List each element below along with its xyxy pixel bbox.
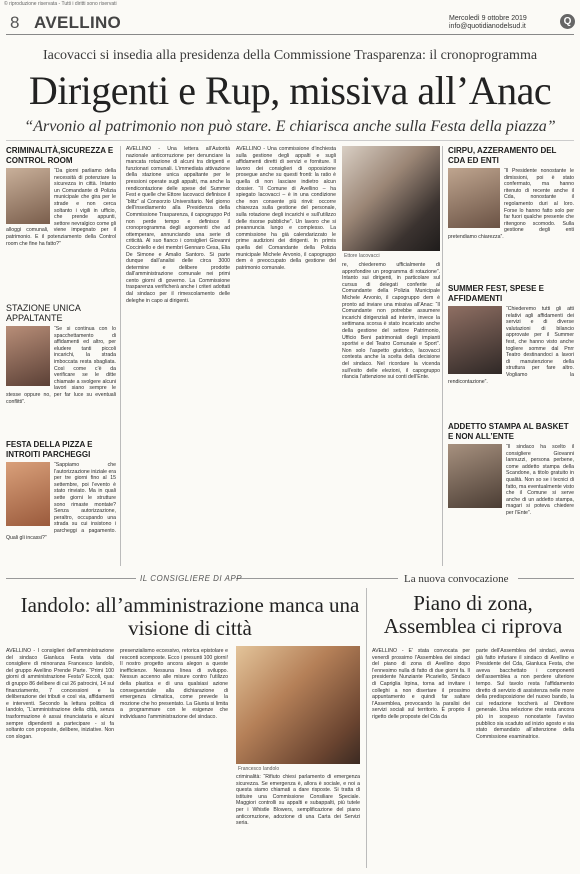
column-divider (120, 146, 121, 566)
article-col-3: re, chiederemo ufficialmente di approfondire un programma di rotazione”. Intanto sui dirigenti, in particolare sul cursus di delegati conferite al Comandante della Polizia Municipale Michele Arvonio, il capogruppo dem è pronto ad inviare una missiva all’Anac: “Il Comandante non potrebbe assumere incarichi dirigenziali ad interim, invece la settimana scorsa è stato incaricato anche della gestione del settore Patrimonio, Ufficio Beni patrimoniali degli impianti sportivi e del Teatro Comunale e Sport”. Non solo l’aspetto giuridico, Iacovacci contesta anche la scelta della decisione del sindaco. Nel ricordare la vicenda sull’esito delle elezioni, il capogruppo rilancia l’attenzione sui conti dell’Ente. (342, 262, 440, 381)
iandolo-photo (236, 646, 360, 764)
piano-col-1: AVELLINO - E’ stata convocata per venerdì prossimo l’Assemblea dei sindaci del piano di zona di Avellino dopo l’ennesimo nulla di fatto di due giorni fa. Il presidente Nunziante Picariello, Sindaco di Capriglia Irpina, torna ad invitare i colleghi a non disertare il prossimo appuntamento e quindi far saltare l’Assemblea, provocando la paralisi dei servizi sociali sul territorio. È proprio il rigetto delle proposte del Cda da (372, 648, 470, 720)
box-addetto-body (448, 444, 574, 542)
lead-kicker: Iacovacci si insedia alla presidenza della Commissione Trasparenza: il cronoprogramma (42, 48, 538, 63)
article-photo (448, 168, 500, 228)
article-photo (448, 444, 502, 508)
box-title-criminalita: CRIMINALITÀ,SICUREZZA E CONTROL ROOM (6, 146, 114, 165)
article-photo (448, 306, 502, 374)
box-title-summer: SUMMER FEST, SPESE E AFFIDAMENTI (448, 284, 545, 303)
newspaper-logo-icon: Q (560, 14, 575, 29)
box-text-summer: “Chiederemo tutti gli atti relativi agli affidamenti dei servizi e di diverse valutazioni di bilancio approvate per il Summer fest, che hanno visto anche togliere somme dal Pnrr Teatro destinandoci a lavori di manutenzione della struttura per fare altro. Vogliamo la rendicontazione”. (448, 306, 574, 385)
issue-date: Mercoledì 9 ottobre 2019 (449, 15, 527, 22)
iandolo-col-2: presenzialismo eccessivo, retorica epistolare e resconti scomposte. Ecco i presunti 100 giorni! Il nostro progetto ancora alegon a queste inefficienze. Nessuna linea di sviluppo. Nessun accenno alle misure contro l’utilizzo della plastica e di una qualsiasi azione conseguenziale alla dichiarazione di emergenza climatica, come prevede la mozione che ho presentato. La Giunta si limita a programmare con le esigenze che individuano l’amministrazione del sindaco. (120, 648, 228, 720)
right-sidebar (448, 146, 574, 542)
column-divider (366, 588, 367, 868)
article-col-2: AVELLINO - Una commissione d’inchiesta sulla gestione degli appalti e sugli affidamenti diretti di servizi e forniture. Il lavoro dei consiglieri di opposizione prosegue anche su questi fronti: la ratio è quella di non lasciare indietro alcun dossier. “Il Comune di Avellino – ha spiegato Iacovacci – è in una condizione che non consente più rinvii: occorre chiarezza sulla gestione del personale, sulla rotazione degli incarichi e sull’utilizzo delle risorse pubbliche”. Un lavoro che si preannuncia lungo e complesso. La commissione ha già calendarizzato le prime audizioni dei dirigenti. In primis quella del Comandante della Polizia municipale Michele Arvonio, il capogruppo dem è preoccupato della gestione del patrimonio comunale. (236, 146, 336, 271)
box-title-addetto: ADDETTO STAMPA AL BASKET E NON ALL’ENTE (448, 422, 569, 441)
page-number: 8 (10, 13, 20, 32)
box-summer-body (448, 306, 574, 416)
box-title-festa: FESTA DELLA PIZZA E INTROITI PARCHEGGI (6, 440, 93, 459)
lead-subheadline: “Arvonio al patrimonio non può stare. E chiarisca anche sulla Festa della piazza” (24, 118, 556, 135)
box-title-cirpu: CIRPU, AZZERAMENTO DEL CDA ED ENTI (448, 146, 557, 165)
right-kicker: La nuova convocazione (404, 573, 509, 585)
section-title: AVELLINO (34, 13, 122, 32)
lead-photo-caption: Ettore Iacovacci (344, 253, 380, 259)
iandolo-col-1: AVELLINO - I consiglieri dell’amministrazione del sindaco Gianluca Festa vista dal consigliere di minoranza Francesco Iandolo, del gruppo Avellino Prende Parte. “Primi 100 giorni di amministrazione Festa? Eccoli, qua: di gruppo 86 delibere di cui 26 patrocini, 14 sul finanziamento, 7 concessioni e la deliberazione dei tributi e così via, affidamenti e interventi. Secondo la lettura politica di Iandolo, “L’amministrazione della città, senza trasformazione è assai rinunciataria e alcuni sempre dipendenti a partecipare - si fa soltanto con proposte, delibere, iniziative. Non con slogan. (6, 648, 114, 740)
box-text-criminalita: “Da giorni parliamo della necessità di potenziare la sicurezza in città. Intanto un Comandante di Polizia municipale che gira per le strade e non cerca soltanto i vigili in ufficio, che prende appunti, settore nevralgico come gli alloggi comunali, viene impegnato per il patrimonio. E il potenziamento della Control room che fine ha fatto?” (6, 168, 116, 247)
box-criminalita-body (6, 168, 116, 298)
box-cirpu-body (448, 168, 574, 276)
box-stazione-body (6, 326, 116, 434)
header-rule (6, 34, 574, 35)
article-col-1: AVELLINO - Una lettera all’Autorità nazionale anticorruzione per denunciare la mancata rotazione di alcuni tra dirigenti e funzionari comunali. L’immediata attivazione della stazione unica appaltante per le pressioni operate sugli appalti, ma anche la rendicontazione delle spese del Summer Fest e quelle che Ettore Iacovacci definisce il “blitz” al Consorzio Universitario. Nel giorno dell’insediamento alla Presidenza della Commissione Trasparenza, il capogruppo Pd non perde tempo e definisce il cronoprogramma degli argomenti che ad ottemperare, annunciando una serie di criticità. Al suo fianco i consiglieri Giovanni Cocciniello e dei membri Gennaro Cesa, Elia De Simone e Amalio Santoro. Si parte dunque dall’analisi delle circa 3000 determine e delibere prodotte dall’amministrazione comunale nei primi cento giorni di governo. La Commissione trasparenza verificherà anche i criteri adottati dal sindaco per il rimescolamento delle deleghe in capo ai dirigenti. (126, 146, 230, 304)
left-sidebar (6, 146, 116, 578)
lead-rule (6, 140, 574, 141)
column-divider (442, 146, 443, 566)
contact-email: info@quotidianodelsud.it (449, 23, 526, 30)
iandolo-headline: Iandolo: all’amministrazione manca una visione di città (20, 593, 360, 640)
iandolo-col-3: criminalità: “Rifiuto chiesi parlamento di emergenza sicurezza. Se emergenza è, allora è sociale, e noi a questa siamo chiamati a dare risposte. Si tratta di istituire una Commissione Consiliare Speciale. Maggiori controlli su appalti e subappalti, più tutele per i Whistle Blowers, semplificazione del piano anticorruzione, adozione di una Carta dei Servizi seria. (236, 774, 360, 827)
piano-headline: Piano di zona, Assemblea ci riprova (383, 591, 563, 638)
lead-headline: Dirigenti e Rup, missiva all’Anac (28, 68, 552, 113)
piano-col-2: parte dell’Assemblea del sindaci, aveva già fatto infuriare il sindaco di Avellino e Presidente del Cda, Gianluca Festa, che aveva bacchettato i componenti dell’assemblea a non perdere ulteriore tempo. Sul tavolo resta l’affidamento diretto di servizio di assistenza nelle more della predisposizione del nuovo bando, la cui redazione toccherà al Direttore generale. Una selezione che resta ancora più in sospeso nonostante l’avviso pubblico sia scaduto ad inizio agosto e sia stato demandato all’attenzione della Commissione esaminatrice. (476, 648, 574, 740)
box-text-stazione: “Se si continua con lo spacchettamento di affidamenti ed altro, per eludere tanti piccoli incarichi, la strada imboccata resta sbagliata. Così come c’è da verificare se le ditte chiamate a svolgere alcuni lavori siano sempre le stesse oppure no, per far luce su eventuali conflitti”. (6, 326, 116, 405)
box-title-stazione: STAZIONE UNICA APPALTANTE (6, 303, 81, 323)
article-photo (6, 462, 50, 526)
box-text-festa: “Sappiamo che l’autorizzazione iniziale era per tre giorni fino al 15 settembre, poi l’evento è stato rinviato. Ma in quali sette giorni le strutture sono rimaste montate? Senza autorizzazione, peraltro, occupando una strada su cui insistono i parcheggi a pagamento. Quali gli incassi?” (6, 462, 116, 541)
bottom-band-label: IL CONSIGLIERE DI APP (140, 574, 243, 583)
lead-photo (342, 146, 440, 251)
article-photo (6, 168, 50, 224)
box-text-cirpu: “Il Presidente nonostante le dimissioni, poi è stato confermato, ma hanno ritenuto di recente anche il Cda, nonostante il regolamento duri al loro. Forse lo hanno fatto solo per far fuori qualche presente che ritengono scomodo. Sulla gestione degli enti pretendiamo chiarezza”. (448, 168, 574, 240)
dateline (449, 15, 527, 31)
box-festa-body (6, 462, 116, 578)
iandolo-photo-caption: Francesco Iandolo (238, 766, 280, 772)
reproduction-notice: © riproduzione riservata - Tutti i diritti sono riservati (4, 1, 117, 7)
article-photo (6, 326, 50, 386)
box-text-addetto: “Il sindaco ha scelto il consigliere Giovanni Iannuzzi, persona perbene, come addetto stampa della Scandone, a titolo gratuito in qualità. Non so se i tecnici di fatto, ma eventualmente visto che il Comune si serve anche di un addetto stampa, magari si poteva chiedere per l’Ente”. (506, 444, 574, 516)
